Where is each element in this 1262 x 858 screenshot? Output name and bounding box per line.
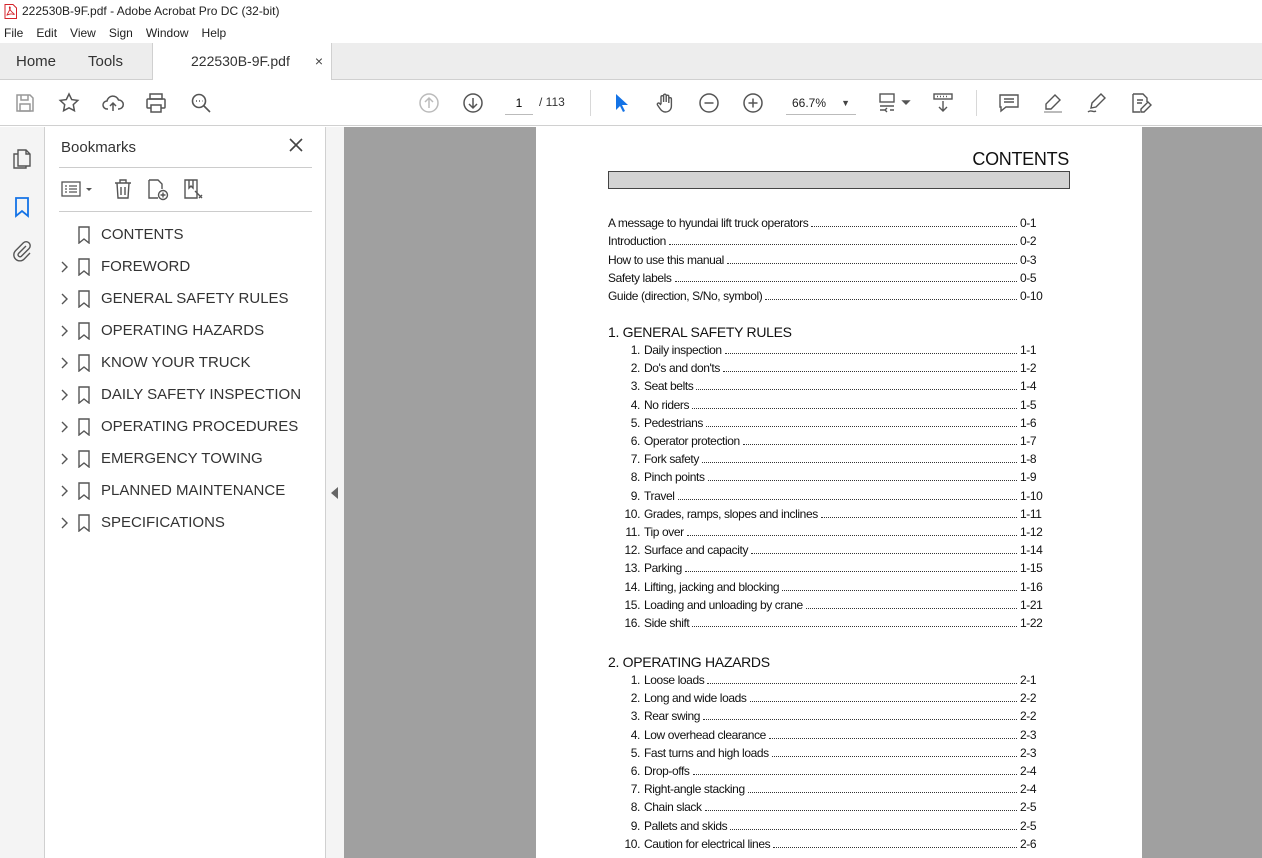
toc-entry[interactable]: [608, 764, 1058, 782]
toc-entry-number: 10.: [624, 506, 640, 521]
toc-entry-page: 0-3: [1020, 252, 1037, 267]
toc-entry-number: 1.: [630, 673, 640, 687]
dot-leader: [723, 362, 1017, 372]
dot-leader: [687, 526, 1017, 536]
toc-entry-text: Long and wide loads: [644, 691, 747, 706]
dot-leader: [727, 254, 1017, 264]
dot-leader: [772, 747, 1017, 757]
title-bar: [0, 0, 1262, 22]
toc-entry-number: 5.: [630, 415, 640, 430]
toc-entry-number: 10.: [624, 836, 640, 851]
toc-entry-text: No riders: [644, 397, 690, 412]
toc-entry[interactable]: [608, 434, 1058, 452]
toc-entry-page: 1-15: [1020, 561, 1043, 576]
toc-entry[interactable]: [608, 800, 1058, 818]
toc-entry-text: Drop-offs: [644, 764, 690, 778]
toc-entry-number: 8.: [630, 800, 640, 815]
upload-cloud-icon[interactable]: [100, 90, 126, 116]
toc-entry-page: 0-2: [1020, 234, 1037, 249]
toc-entry[interactable]: [608, 289, 1058, 307]
dot-leader: [769, 729, 1017, 739]
toc-entry[interactable]: [608, 709, 1058, 727]
toc-entry-page: 2-6: [1020, 836, 1037, 851]
dot-leader: [703, 710, 1017, 720]
toc-entry[interactable]: [608, 746, 1058, 764]
toolbar-separator: [590, 90, 591, 116]
toc-entry-number: 3.: [630, 379, 640, 394]
bookmark-label: CONTENTS: [101, 226, 184, 243]
tab-tools[interactable]: Tools: [88, 53, 124, 70]
bookmark-icon: [77, 418, 91, 436]
toc-entry-page: 1-16: [1020, 579, 1043, 594]
page-total: / 113: [539, 95, 565, 109]
toc-entry[interactable]: [608, 819, 1058, 837]
hand-tool-icon[interactable]: [652, 90, 678, 116]
bookmark-item[interactable]: [45, 379, 326, 411]
dot-leader: [708, 471, 1017, 481]
menu-file[interactable]: File: [4, 25, 24, 40]
toc-entry[interactable]: [608, 616, 1058, 634]
dot-leader: [669, 235, 1017, 245]
toc-entry-number: 15.: [624, 597, 640, 612]
page-thumbnails-icon[interactable]: [10, 147, 34, 171]
find-bookmark-icon[interactable]: [181, 177, 207, 201]
bookmark-label: GENERAL SAFETY RULES: [101, 290, 289, 307]
bookmark-icon: [77, 386, 91, 404]
toc-entry-number: 9.: [630, 488, 640, 503]
tab-document-label: 222530B-9F.pdf: [191, 53, 290, 69]
search-icon[interactable]: [188, 90, 214, 116]
toc-entry-text: Chain slack: [644, 800, 702, 815]
toc-entry-page: 1-11: [1020, 506, 1042, 521]
zoom-in-icon[interactable]: [740, 90, 766, 116]
toc-entry[interactable]: [608, 361, 1058, 379]
toc-entry-page: 1-10: [1020, 488, 1043, 503]
toc-entry-text: Seat belts: [644, 379, 694, 394]
print-icon[interactable]: [143, 90, 169, 116]
toc-entry[interactable]: [608, 398, 1058, 416]
toc-entry-text: Side shift: [644, 616, 690, 630]
toc-entry-number: 6.: [630, 434, 640, 448]
dot-leader: [751, 544, 1017, 554]
previous-page-icon[interactable]: [416, 90, 442, 116]
chevron-right-icon[interactable]: [59, 260, 69, 274]
toc-entry-number: 16.: [624, 616, 640, 630]
toc-entry-text: Rear swing: [644, 709, 701, 724]
dot-leader: [692, 399, 1017, 409]
dot-leader: [782, 581, 1017, 591]
toc-entry-page: 1-21: [1020, 597, 1043, 612]
toc-entry[interactable]: [608, 561, 1058, 579]
toc-entry-text: Fork safety: [644, 452, 699, 467]
bookmark-item[interactable]: [45, 347, 326, 379]
tab-home[interactable]: Home: [16, 53, 57, 70]
toc-entry-page: 2-4: [1020, 764, 1037, 778]
toc-entry-number: 7.: [630, 452, 640, 467]
toc-entry[interactable]: [608, 379, 1058, 397]
bookmark-label: PLANNED MAINTENANCE: [101, 482, 286, 499]
dot-leader: [707, 674, 1017, 684]
toc-entry-number: 7.: [630, 782, 640, 797]
toc-entry-text: Parking: [644, 561, 682, 576]
toc-entry[interactable]: [608, 470, 1058, 488]
chevron-right-icon[interactable]: [59, 452, 69, 466]
bookmarks-panel-title: Bookmarks: [61, 139, 137, 156]
acrobat-pdf-icon: [4, 4, 17, 19]
bookmark-item[interactable]: [45, 411, 326, 443]
toc-entry[interactable]: [608, 543, 1058, 561]
toc-entry-number: 6.: [630, 764, 640, 778]
toc-entry[interactable]: [608, 673, 1058, 691]
dot-leader: [806, 599, 1017, 609]
toc-entry-text: Lifting, jacking and blocking: [644, 579, 780, 594]
document-viewport[interactable]: [344, 127, 1262, 858]
bookmark-item[interactable]: [45, 219, 326, 251]
divider: [59, 211, 312, 212]
toc-entry-text: Loading and unloading by crane: [644, 597, 803, 612]
dot-leader: [678, 490, 1018, 500]
sign-pen-icon[interactable]: [1084, 90, 1110, 116]
bookmark-label: EMERGENCY TOWING: [101, 450, 263, 467]
bookmark-item[interactable]: [45, 251, 326, 283]
star-icon[interactable]: [56, 90, 82, 116]
bookmark-list: [45, 219, 326, 539]
menu-window[interactable]: Window: [145, 25, 189, 40]
toc-entry-number: 4.: [630, 397, 640, 412]
dot-leader: [765, 290, 1017, 300]
toc-entry-page: 2-2: [1020, 709, 1037, 724]
toc-entry-text: Pedestrians: [644, 415, 703, 430]
toc-entry[interactable]: [608, 782, 1058, 800]
toc-entry[interactable]: [608, 416, 1058, 434]
attachments-paperclip-icon[interactable]: [10, 239, 34, 263]
toc-entry-number: 11.: [625, 525, 640, 539]
tab-document[interactable]: [152, 43, 332, 81]
dot-leader: [725, 344, 1017, 354]
toc-entry-page: 0-5: [1020, 270, 1037, 285]
bookmark-label: FOREWORD: [101, 258, 191, 275]
bookmark-options-icon[interactable]: [61, 177, 97, 201]
edit-pdf-icon[interactable]: [1128, 90, 1154, 116]
navigation-rail: [0, 127, 45, 858]
toc-entry-number: 13.: [624, 561, 640, 576]
toc-entry-text: Do's and don'ts: [644, 361, 720, 376]
chevron-right-icon[interactable]: [59, 324, 69, 338]
bookmark-icon: [77, 450, 91, 468]
toc-entry-number: 3.: [630, 709, 640, 724]
chevron-right-icon[interactable]: [59, 292, 69, 306]
bookmark-icon: [77, 226, 91, 244]
bookmark-label: OPERATING HAZARDS: [101, 322, 265, 339]
select-cursor-icon[interactable]: [608, 90, 634, 116]
dot-leader: [730, 820, 1017, 830]
chevron-right-icon[interactable]: [59, 356, 69, 370]
document-title: CONTENTS: [972, 149, 1069, 169]
menu-help[interactable]: Help: [201, 25, 227, 40]
toc-entry-number: 8.: [630, 470, 640, 485]
toc-entry[interactable]: [608, 691, 1058, 709]
toc-entry-text: Loose loads: [644, 673, 705, 687]
dot-leader: [743, 435, 1017, 445]
bookmark-icon: [77, 482, 91, 500]
toc-entry-text: Right-angle stacking: [644, 782, 745, 797]
toc-entry-number: 1.: [630, 343, 640, 357]
zoom-level-value: 66.7%: [792, 96, 827, 110]
toc-entry-text: Fast turns and high loads: [644, 745, 769, 760]
collapse-arrow-icon[interactable]: [331, 487, 338, 499]
toc-entry[interactable]: [608, 343, 1058, 361]
zoom-out-icon[interactable]: [696, 90, 722, 116]
toc-section-heading[interactable]: 1. GENERAL SAFETY RULES: [608, 324, 792, 340]
toc-entry[interactable]: [608, 728, 1058, 746]
new-bookmark-icon[interactable]: [145, 177, 171, 201]
toc-entry-number: 12.: [624, 543, 640, 558]
close-icon[interactable]: [288, 137, 304, 153]
delete-trash-icon[interactable]: [111, 177, 135, 201]
toc-entry-number: 4.: [630, 727, 640, 742]
bookmark-label: DAILY SAFETY INSPECTION: [101, 386, 302, 403]
toc-entry-page: 2-1: [1020, 673, 1037, 687]
chevron-right-icon[interactable]: [59, 420, 69, 434]
toc-entry-page: 1-9: [1020, 470, 1037, 485]
toc-entry-text: Pinch points: [644, 470, 705, 485]
toc-entry-page: 1-7: [1020, 434, 1037, 448]
toc-entry[interactable]: [608, 507, 1058, 525]
toc-entry-text: Operator protection: [644, 434, 740, 448]
toc-entry-page: 1-1: [1020, 343, 1037, 357]
bookmarks-panel: [45, 127, 326, 858]
toc-entry-page: 2-5: [1020, 818, 1037, 833]
dot-leader: [685, 562, 1017, 572]
toc-entry-page: 2-2: [1020, 691, 1037, 706]
toc-entry-text: Low overhead clearance: [644, 727, 766, 742]
bookmark-label: SPECIFICATIONS: [101, 514, 225, 531]
toc-entry-page: 1-2: [1020, 361, 1037, 376]
fit-page-icon[interactable]: [876, 90, 912, 116]
next-page-icon[interactable]: [460, 90, 486, 116]
dot-leader: [750, 692, 1018, 702]
window-title: 222530B-9F.pdf - Adobe Acrobat Pro DC (32-bit): [22, 4, 280, 18]
toolbar: [0, 80, 1262, 126]
toc-entry-text: Caution for electrical lines: [644, 836, 771, 851]
toc-entry-text: Surface and capacity: [644, 543, 749, 558]
comment-icon[interactable]: [996, 90, 1022, 116]
menu-bar: [0, 22, 1262, 43]
bookmark-icon: [77, 354, 91, 372]
toc-entry-page: 2-3: [1020, 745, 1037, 760]
toc-entry[interactable]: [608, 837, 1058, 855]
toc-entry[interactable]: [608, 489, 1058, 507]
bookmark-icon: [77, 258, 91, 276]
pdf-page: [536, 127, 1142, 858]
dot-leader: [773, 838, 1017, 848]
chevron-right-icon[interactable]: [59, 516, 69, 530]
divider: [59, 167, 312, 168]
title-bar-decoration: [608, 171, 1070, 189]
chevron-right-icon[interactable]: [59, 484, 69, 498]
save-icon[interactable]: [12, 90, 38, 116]
toc-entry-page: 1-6: [1020, 415, 1037, 430]
chevron-right-icon[interactable]: [59, 388, 69, 402]
toc-entry-text: Tip over: [644, 525, 684, 539]
toc-entry-text: Introduction: [608, 234, 666, 249]
dot-leader: [702, 453, 1017, 463]
menu-sign[interactable]: Sign: [108, 25, 133, 40]
bookmark-item[interactable]: [45, 443, 326, 475]
toc-entry[interactable]: [608, 234, 1058, 252]
menu-view[interactable]: View: [70, 25, 96, 40]
toc-entry-page: 0-10: [1020, 289, 1043, 304]
page-number-input[interactable]: [505, 91, 533, 115]
dot-leader: [821, 508, 1017, 518]
toc-entry[interactable]: [608, 525, 1058, 543]
dot-leader: [692, 617, 1017, 627]
menu-edit[interactable]: Edit: [36, 25, 58, 40]
dot-leader: [748, 783, 1017, 793]
bookmark-label: KNOW YOUR TRUCK: [101, 354, 251, 371]
toc-entry-number: 5.: [630, 745, 640, 760]
toc-entry-number: 2.: [630, 691, 640, 706]
zoom-level-select[interactable]: [786, 91, 856, 115]
toc-entry-text: Travel: [644, 488, 675, 503]
toolbar-separator: [976, 90, 977, 116]
toc-entry-text: Daily inspection: [644, 343, 722, 357]
tab-close-icon[interactable]: ×: [314, 53, 323, 69]
dot-leader: [706, 417, 1017, 427]
toc-entry-text: A message to hyundai lift truck operators: [608, 216, 809, 230]
toc-entry[interactable]: [608, 580, 1058, 598]
toc-entry-text: How to use this manual: [608, 252, 724, 267]
highlight-pen-icon[interactable]: [1040, 90, 1066, 116]
dot-leader: [696, 380, 1017, 390]
dot-leader: [693, 765, 1017, 775]
toc-entry[interactable]: [608, 216, 1058, 234]
toc-entry-text: Guide (direction, S/No, symbol): [608, 289, 763, 304]
dot-leader: [675, 272, 1017, 282]
toc-entry[interactable]: [608, 253, 1058, 271]
toc-entry-page: 1-12: [1020, 525, 1043, 539]
toc-entry-page: 0-1: [1020, 216, 1037, 230]
toc-entry-page: 1-8: [1020, 452, 1037, 467]
bookmark-item[interactable]: [45, 507, 326, 539]
bookmark-icon: [77, 322, 91, 340]
toc-entry[interactable]: [608, 598, 1058, 616]
bookmark-label: OPERATING PROCEDURES: [101, 418, 299, 435]
toc-entry-page: 2-3: [1020, 727, 1037, 742]
toc-entry-text: Safety labels: [608, 270, 672, 285]
toc-entry-page: 2-4: [1020, 782, 1037, 797]
toc-entry-number: 9.: [630, 818, 640, 833]
toc-entry[interactable]: [608, 271, 1058, 289]
toc-entry-page: 1-5: [1020, 397, 1037, 412]
dot-leader: [811, 217, 1017, 227]
toc-entry-number: 14.: [624, 579, 640, 594]
toc-entry-text: Pallets and skids: [644, 818, 728, 833]
bookmark-icon: [77, 514, 91, 532]
chevron-down-icon: ▼: [841, 98, 850, 108]
tab-bar: [0, 43, 1262, 80]
toc-entry-page: 1-22: [1020, 616, 1043, 630]
bookmark-item[interactable]: [45, 283, 326, 315]
scroll-mode-icon[interactable]: [930, 90, 956, 116]
dot-leader: [705, 801, 1017, 811]
toc-entry-text: Grades, ramps, slopes and inclines: [644, 506, 818, 521]
toc-entry-page: 1-14: [1020, 543, 1043, 558]
bookmark-icon: [77, 290, 91, 308]
bookmark-item[interactable]: [45, 475, 326, 507]
toc-entry-page: 1-4: [1020, 379, 1037, 394]
toc-entry-number: 2.: [630, 361, 640, 376]
toc-entry-page: 2-5: [1020, 800, 1037, 815]
toc-section-heading[interactable]: 2. OPERATING HAZARDS: [608, 654, 770, 670]
bookmark-item[interactable]: [45, 315, 326, 347]
bookmarks-icon[interactable]: [10, 195, 34, 219]
toc-entry[interactable]: [608, 452, 1058, 470]
